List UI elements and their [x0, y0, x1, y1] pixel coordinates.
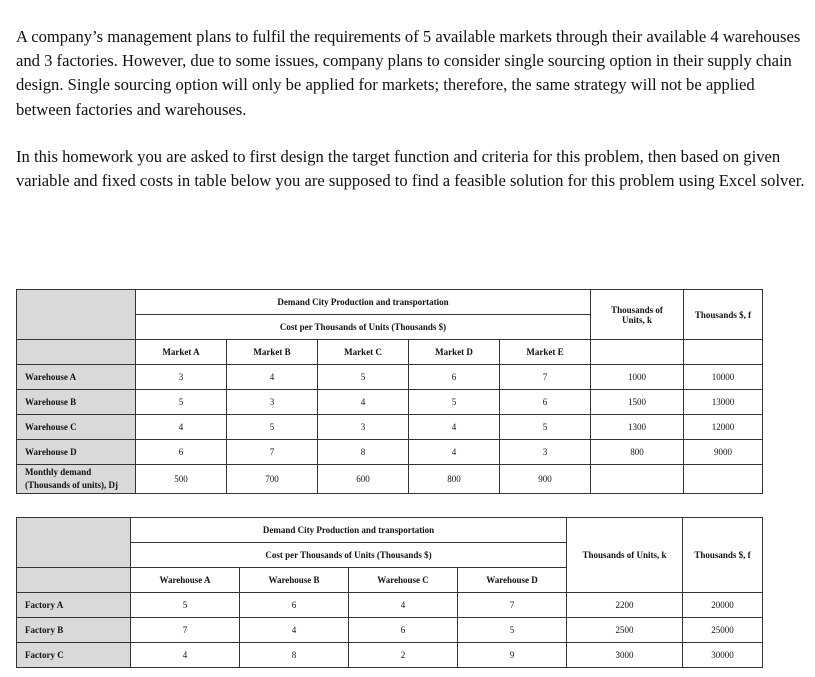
- capacity-cell: 3000: [567, 643, 683, 668]
- row-label: Factory B: [17, 618, 131, 643]
- fixed-cost-header: Thousands $, f: [683, 518, 763, 593]
- demand-label-line2: (Thousands of units), Dj: [25, 480, 119, 490]
- demand-cell: 700: [227, 465, 318, 494]
- cost-cell: 5: [227, 415, 318, 440]
- cost-cell: 5: [131, 593, 240, 618]
- cost-cell: 4: [240, 618, 349, 643]
- row-label: Factory C: [17, 643, 131, 668]
- capacity-header: Thousands of Units, k: [591, 290, 684, 340]
- empty-cell: [17, 340, 136, 365]
- cost-cell: 4: [131, 643, 240, 668]
- demand-label-line1: Monthly demand: [25, 467, 92, 477]
- cost-cell: 6: [500, 390, 591, 415]
- demand-cell: 900: [500, 465, 591, 494]
- fixed-cost-cell: 9000: [684, 440, 763, 465]
- cost-cell: 5: [500, 415, 591, 440]
- table-header-subtitle: Cost per Thousands of Units (Thousands $): [131, 543, 567, 568]
- cost-cell: 4: [227, 365, 318, 390]
- row-label: Factory A: [17, 593, 131, 618]
- cost-cell: 2: [349, 643, 458, 668]
- row-label: Warehouse A: [17, 365, 136, 390]
- cost-cell: 4: [136, 415, 227, 440]
- corner-cell: [17, 290, 136, 340]
- cost-cell: 3: [500, 440, 591, 465]
- intro-paragraph: A company’s management plans to fulfil the requirements of 5 available markets through their available 4 warehouses and 3 factories. However, due to some issues, company plans to consider single sourcing option in their supply chain design. Single sourcing option will only be applied for markets; therefore, the same strategy will not be applied between factories and warehouses.: [16, 27, 801, 119]
- cost-cell: 5: [458, 618, 567, 643]
- table-row: [17, 390, 763, 415]
- fixed-cost-cell: 20000: [683, 593, 763, 618]
- cost-cell: 8: [318, 440, 409, 465]
- fixed-cost-cell: 10000: [684, 365, 763, 390]
- empty-cell: [591, 465, 684, 494]
- table-row: [17, 618, 763, 643]
- row-label: Warehouse C: [17, 415, 136, 440]
- cost-cell: 5: [409, 390, 500, 415]
- demand-cell: 800: [409, 465, 500, 494]
- capacity-cell: 1500: [591, 390, 684, 415]
- cost-cell: 5: [318, 365, 409, 390]
- demand-row: [17, 465, 763, 494]
- cost-cell: 6: [240, 593, 349, 618]
- table-header-subtitle: Cost per Thousands of Units (Thousands $): [136, 315, 591, 340]
- demand-cell: 600: [318, 465, 409, 494]
- table-header-title: Demand City Production and transportation: [131, 518, 567, 543]
- cost-cell: 3: [227, 390, 318, 415]
- fixed-cost-cell: 13000: [684, 390, 763, 415]
- column-header: Market E: [500, 340, 591, 365]
- empty-cell: [591, 340, 684, 365]
- homework-paragraph: In this homework you are asked to first design the target function and criteria for this problem, then based on given variable and fixed costs in table below you are supposed to find a feasible solution for this problem using Excel solver.: [16, 147, 805, 191]
- capacity-cell: 1000: [591, 365, 684, 390]
- cost-cell: 6: [349, 618, 458, 643]
- cost-cell: 3: [318, 415, 409, 440]
- row-label: Warehouse D: [17, 440, 136, 465]
- cost-cell: 5: [136, 390, 227, 415]
- cost-cell: 3: [136, 365, 227, 390]
- table-row: [17, 440, 763, 465]
- capacity-cell: 1300: [591, 415, 684, 440]
- cost-cell: 4: [409, 415, 500, 440]
- cost-cell: 7: [500, 365, 591, 390]
- factory-warehouse-cost-table: [16, 517, 763, 668]
- demand-row-label: [17, 465, 136, 494]
- cost-cell: 7: [458, 593, 567, 618]
- cost-cell: 4: [318, 390, 409, 415]
- demand-cell: 500: [136, 465, 227, 494]
- fixed-cost-cell: 12000: [684, 415, 763, 440]
- capacity-cell: 800: [591, 440, 684, 465]
- capacity-cell: 2500: [567, 618, 683, 643]
- cost-cell: 4: [349, 593, 458, 618]
- warehouse-market-cost-table: [16, 289, 763, 494]
- fixed-cost-cell: 30000: [683, 643, 763, 668]
- cost-cell: 7: [227, 440, 318, 465]
- cost-cell: 4: [409, 440, 500, 465]
- table-row: [17, 643, 763, 668]
- column-header: Market B: [227, 340, 318, 365]
- cost-cell: 6: [409, 365, 500, 390]
- cost-cell: 7: [131, 618, 240, 643]
- empty-cell: [17, 568, 131, 593]
- empty-cell: [684, 340, 763, 365]
- cost-cell: 6: [136, 440, 227, 465]
- table-row: [17, 415, 763, 440]
- column-header: Market D: [409, 340, 500, 365]
- fixed-cost-cell: 25000: [683, 618, 763, 643]
- column-header: Warehouse C: [349, 568, 458, 593]
- table-row: [17, 365, 763, 390]
- capacity-cell: 2200: [567, 593, 683, 618]
- fixed-cost-header: Thousands $, f: [684, 290, 763, 340]
- table-row: [17, 593, 763, 618]
- cost-cell: 8: [240, 643, 349, 668]
- column-header: Warehouse B: [240, 568, 349, 593]
- row-label: Warehouse B: [17, 390, 136, 415]
- column-header: Warehouse A: [131, 568, 240, 593]
- cost-cell: 9: [458, 643, 567, 668]
- column-header: Market A: [136, 340, 227, 365]
- table-header-title: Demand City Production and transportation: [136, 290, 591, 315]
- capacity-header: Thousands of Units, k: [567, 518, 683, 593]
- corner-cell: [17, 518, 131, 568]
- column-header: Warehouse D: [458, 568, 567, 593]
- empty-cell: [684, 465, 763, 494]
- column-header: Market C: [318, 340, 409, 365]
